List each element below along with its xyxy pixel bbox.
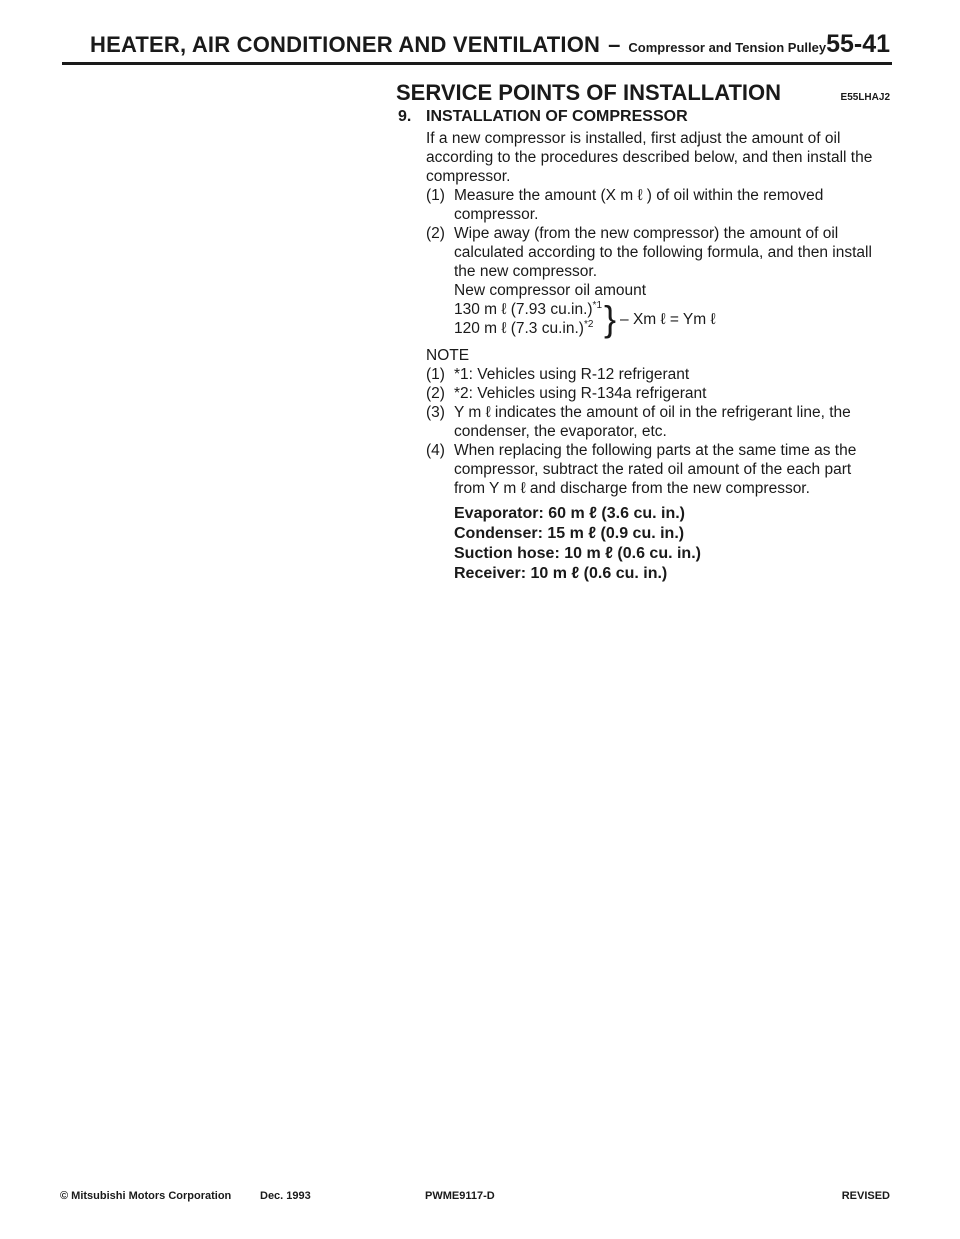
- formula-label: New compressor oil amount: [454, 282, 647, 299]
- formula-row-1-text: 130 m ℓ (7.93 cu.in.): [454, 301, 593, 318]
- subsection-heading: [398, 108, 688, 126]
- page-header: [90, 30, 890, 59]
- note-item: [426, 403, 882, 441]
- spec-suction-hose: Suction hose: 10 m ℓ (0.6 cu. in.): [454, 545, 701, 562]
- formula-row-2-text: 120 m ℓ (7.3 cu.in.): [454, 320, 584, 337]
- page-number: 55-41: [826, 30, 891, 58]
- step-number: (2): [426, 225, 445, 242]
- note-number: (1): [426, 366, 445, 383]
- step-text: Measure the amount (X m ℓ ) of oil within the removed compressor.: [454, 187, 824, 223]
- header-title: HEATER, AIR CONDITIONER AND VENTILATION: [90, 32, 601, 57]
- note-item: [426, 441, 882, 498]
- intro-paragraph: If a new compressor is installed, first adjust the amount of oil according to the procedures described below, and then install the compressor.: [426, 130, 873, 185]
- oil-specs: [426, 504, 882, 584]
- procedure-body: [426, 129, 882, 584]
- footer-copyright: © Mitsubishi Motors Corporation: [60, 1190, 232, 1202]
- section-title: SERVICE POINTS OF INSTALLATION: [396, 80, 782, 105]
- footer-status: REVISED: [841, 1190, 890, 1202]
- step-number: (1): [426, 187, 445, 204]
- section-code: E55LHAJ2: [840, 92, 890, 103]
- subsection-title: INSTALLATION OF COMPRESSOR: [426, 108, 688, 125]
- formula-rhs: – Xm ℓ = Ym ℓ: [620, 310, 716, 328]
- note-text: *2: Vehicles using R-134a refrigerant: [454, 385, 707, 402]
- oil-formula: [426, 281, 882, 338]
- footer-date: Dec. 1993: [260, 1190, 311, 1202]
- step-item: [426, 224, 882, 281]
- spec-evaporator: Evaporator: 60 m ℓ (3.6 cu. in.): [454, 505, 685, 522]
- formula-row-1: [454, 300, 602, 319]
- note-number: (2): [426, 385, 445, 402]
- formula-row-1-sup: *1: [592, 299, 602, 311]
- subsection-number: 9.: [398, 108, 412, 125]
- note-number: (4): [426, 442, 445, 459]
- note-item: [426, 365, 882, 384]
- spec-receiver: Receiver: 10 m ℓ (0.6 cu. in.): [454, 565, 668, 582]
- note-text: *1: Vehicles using R-12 refrigerant: [454, 366, 690, 383]
- spec-condenser: Condenser: 15 m ℓ (0.9 cu. in.): [454, 525, 685, 542]
- formula-expression: [426, 300, 882, 338]
- formula-row-2: [454, 319, 602, 338]
- step-text: Wipe away (from the new compressor) the amount of oil calculated according to the following formula, and then install the new compressor.: [454, 225, 872, 280]
- header-dash: –: [608, 32, 621, 57]
- note-number: (3): [426, 404, 445, 421]
- note-text: When replacing the following parts at the same time as the compressor, subtract the rated oil amount of the each part from Y m ℓ and discharge from the new compressor.: [454, 442, 857, 497]
- formula-brace: }: [604, 298, 617, 339]
- formula-row-2-sup: *2: [583, 318, 594, 330]
- formula-rows: [454, 300, 602, 338]
- section-heading: [396, 80, 890, 106]
- note-text: Y m ℓ indicates the amount of oil in the refrigerant line, the condenser, the evaporator, etc.: [454, 404, 851, 440]
- footer-doc-number: PWME9117-D: [425, 1190, 495, 1202]
- note-item: [426, 384, 882, 403]
- step-item: [426, 186, 882, 224]
- note-label: NOTE: [426, 347, 470, 364]
- header-subtitle: Compressor and Tension Pulley: [628, 40, 827, 55]
- header-rule: [62, 62, 892, 65]
